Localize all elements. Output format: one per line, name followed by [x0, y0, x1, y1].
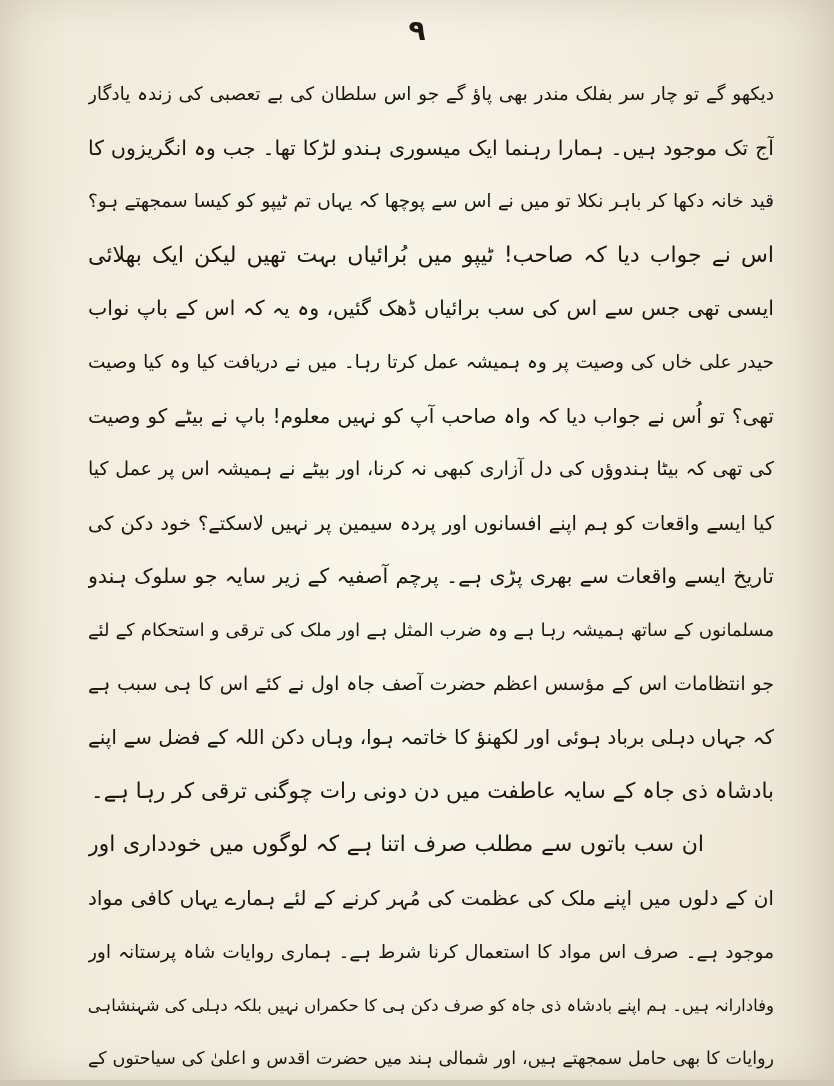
text-line: بادشاہ ذی جاہ کے سایہ عاطفت میں دن دونی رات چوگنی ترقی کر رہا ہے۔ — [91, 778, 774, 804]
page-number: ۹ — [408, 14, 426, 47]
text-line: ایسی تھی جس سے اس کی سب برائیاں ڈھک گئیں، وہ یہ کہ اس کے باپ نواب — [88, 296, 774, 321]
text-line: تاریخ ایسے واقعات سے بھری پڑی ہے۔ پرچم آصفیہ کے زیر سایہ جو سلوک ہندو — [88, 564, 774, 589]
text-line: کیا ایسے واقعات کو ہم اپنے افسانوں اور پردہ سیمین پر نہیں لاسکتے؟ خود دکن کی — [88, 511, 774, 535]
text-line: روایات کا بھی حامل سمجھتے ہیں، اور شمالی ہند میں حضرت اقدس و اعلیٰ کی سیاحتوں کے — [88, 1048, 774, 1069]
text-line: جو انتظامات اس کے مؤسس اعظم حضرت آصف جاہ اول نے کئے اس کا ہی سبب ہے — [88, 672, 774, 695]
text-line: موجود ہے۔ صرف اس مواد کا استعمال کرنا شرط ہے۔ ہماری روایات شاہ پرستانہ اور — [88, 941, 774, 963]
text-line: کی تھی کہ بیٹا ہندوؤں کی دل آزاری کبھی نہ کرنا، اور بیٹے نے ہمیشہ اس پر عمل کیا — [88, 458, 774, 481]
text-line: کہ جہاں دہلی برباد ہوئی اور لکھنؤ کا خاتمہ ہوا، وہاں دکن اللہ کے فضل سے اپنے — [88, 725, 774, 750]
text-line: اس نے جواب دیا کہ صاحب! ٹیپو میں بُرائیاں بہت تھیں لیکن ایک بھلائی — [88, 242, 774, 268]
text-line: وفادارانہ ہیں۔ ہم اپنے بادشاہ ذی جاہ کو صرف دکن ہی کا حکمراں نہیں بلکہ دہلی کی شہنشاہی — [88, 996, 774, 1016]
text-line: مسلمانوں کے ساتھ ہمیشہ رہا ہے وہ ضرب المثل ہے اور ملک کی ترقی و استحکام کے لئے — [88, 619, 774, 641]
text-line: آج تک موجود ہیں۔ ہمارا رہنما ایک میسوری ہندو لڑکا تھا۔ جب وہ انگریزوں کا — [88, 135, 774, 160]
text-line: دیکھو گے تو چار سر بفلک مندر بھی پاؤ گے جو اس سلطان کی بے تعصبی کی زندہ یادگار — [88, 84, 774, 105]
text-line: قید خانہ دکھا کر باہر نکلا تو میں نے اس سے پوچھا کہ یہاں تم ٹیپو کو کیسا سمجھتے ہو؟ — [88, 191, 774, 213]
text-line: ان سب باتوں سے مطلب صرف اتنا ہے کہ لوگوں میں خودداری اور — [88, 832, 704, 858]
text-line: ان کے دلوں میں اپنے ملک کی عظمت کی مُہر کرنے کے لئے ہمارے یہاں کافی مواد — [88, 885, 774, 910]
urdu-text-body — [88, 68, 774, 1086]
text-line: تھی؟ تو اُس نے جواب دیا کہ واہ صاحب آپ کو نہیں معلوم! باپ نے بیٹے کو وصیت — [88, 403, 774, 428]
text-line: حیدر علی خاں کی وصیت پر وہ ہمیشہ عمل کرتا رہا۔ میں نے دریافت کیا وہ کیا وصیت — [88, 351, 774, 373]
